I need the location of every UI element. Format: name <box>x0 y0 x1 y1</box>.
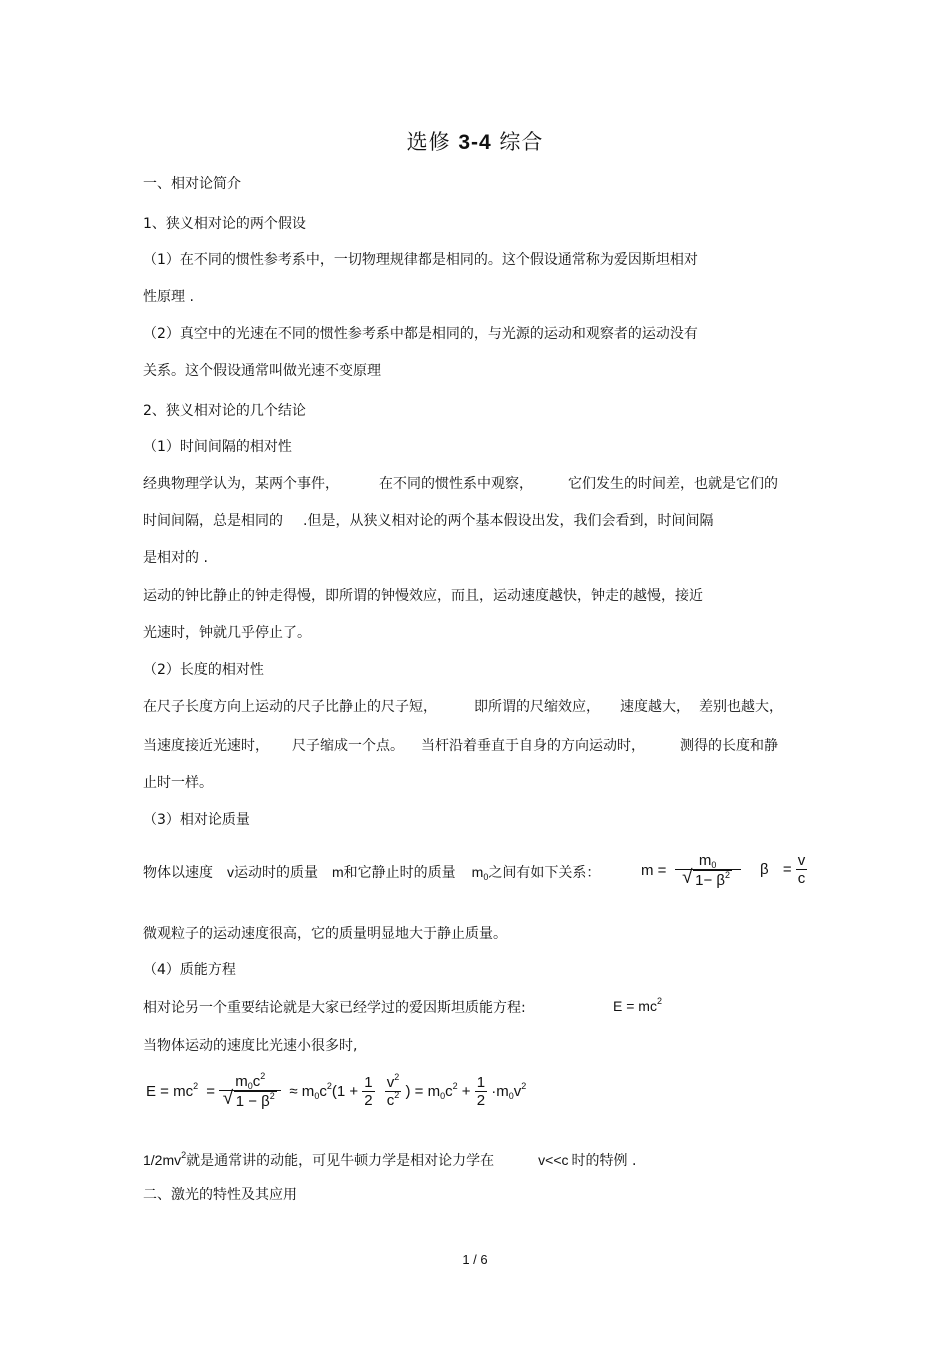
paragraph-line: 运动的钟比静止的钟走得慢，即所谓的钟慢效应，而且，运动速度越快，钟走的越慢，接近 <box>143 588 703 604</box>
page-number: 1 / 6 <box>462 1252 488 1267</box>
paragraph-line: （2）真空中的光速在不同的惯性参考系中都是相同的，与光源的运动和观察者的运动没有 <box>143 326 698 342</box>
paragraph-line: 性原理 . <box>143 289 194 305</box>
relativistic-mass-formula: m = $m_0$ √ $1- \beta^2$ <box>641 852 741 889</box>
section-heading-relativity: 一、相对论简介 <box>143 176 241 192</box>
subsection-heading-postulates: 1、狭义相对论的两个假设 <box>143 216 306 232</box>
item-heading-mass-energy: （4）质能方程 <box>143 962 236 978</box>
beta-fraction: $\frac{v}{c}$ <box>797 852 806 887</box>
item-heading-time: （1）时间间隔的相对性 <box>143 439 292 455</box>
paragraph-line: 在尺子长度方向上运动的尺子比静止的尺子短， 即所谓的尺缩效应， 速度越大， 差别也越大， <box>143 699 783 715</box>
paragraph-line: $1/2mv^2$就是通常讲的动能，可见牛顿力学是相对论力学在 v<<c 时的特例 . <box>143 1150 637 1169</box>
paragraph-line: 微观粒子的运动速度很高，它的质量明显地大于静止质量。 <box>143 926 507 942</box>
title-suffix: 综合 <box>491 130 544 154</box>
beta-definition: β = $\frac{v}{c}$ <box>760 852 806 887</box>
paragraph-line: 时间间隔，总是相同的 .但是，从狭义相对论的两个基本假设出发，我们会看到，时间间隔 <box>143 513 714 529</box>
half-fraction-2: $\frac{1}{2}$ <box>476 1074 486 1109</box>
paragraph-line: 光速时，钟就几乎停止了。 <box>143 625 311 641</box>
paragraph-line: 经典物理学认为，某两个事件， 在不同的惯性系中观察， 它们发生的时间差，也就是它们的 <box>143 476 778 492</box>
energy-fraction: $m_0c^2$ √ $1 - \beta^2$ <box>219 1073 281 1110</box>
section-heading-laser: 二、激光的特性及其应用 <box>143 1187 297 1203</box>
paragraph-line: （1）在不同的惯性参考系中，一切物理规律都是相同的。这个假设通常称为爱因斯坦相对 <box>143 252 698 268</box>
item-heading-length: （2）长度的相对性 <box>143 662 264 678</box>
mass-energy-equation: $E = mc^2$ <box>613 996 662 1014</box>
half-fraction: $\frac{1}{2}$ <box>364 1074 373 1109</box>
page-title <box>0 126 950 156</box>
paragraph-line: 物体以速度 v运动时的质量 m和它静止时的质量 $m_0$之间有如下关系： <box>143 864 601 882</box>
v-over-c-fraction: $\frac{v^2}{c^2}$ <box>386 1072 400 1109</box>
paragraph-line: 相对论另一个重要结论就是大家已经学过的爱因斯坦质能方程: <box>143 1000 526 1016</box>
item-heading-mass: （3）相对论质量 <box>143 812 250 828</box>
energy-expansion-formula: $E = mc^2$ = $m_0c^2$ √ $1 - \beta^2$ ≈ $m_0c^2(1$ + $\frac{1}{2}$ $\frac{v^2}{c^2}$ ) = $m_0c^2$ + $\frac{1}{2}$ $\cdot m_0v^2$ <box>146 1073 526 1110</box>
paragraph-line: 当物体运动的速度比光速小很多时, <box>143 1038 358 1054</box>
sqrt-symbol: √ $1 - \beta^2$ <box>234 1091 277 1110</box>
paragraph-line: 止时一样。 <box>143 775 213 791</box>
paragraph-line: 是相对的 . <box>143 550 208 566</box>
title-number: 3-4 <box>458 131 492 154</box>
paragraph-line: 关系。这个假设通常叫做光速不变原理 <box>143 363 381 379</box>
title-prefix: 选修 <box>406 130 459 154</box>
mass-fraction: $m_0$ √ $1- \beta^2$ <box>675 852 741 889</box>
sqrt-symbol: √ $1- \beta^2$ <box>693 870 732 889</box>
paragraph-line: 当速度接近光速时， 尺子缩成一个点。 当杆沿着垂直于自身的方向运动时， 测得的长度和静 <box>143 738 778 754</box>
subsection-heading-conclusions: 2、狭义相对论的几个结论 <box>143 403 306 419</box>
